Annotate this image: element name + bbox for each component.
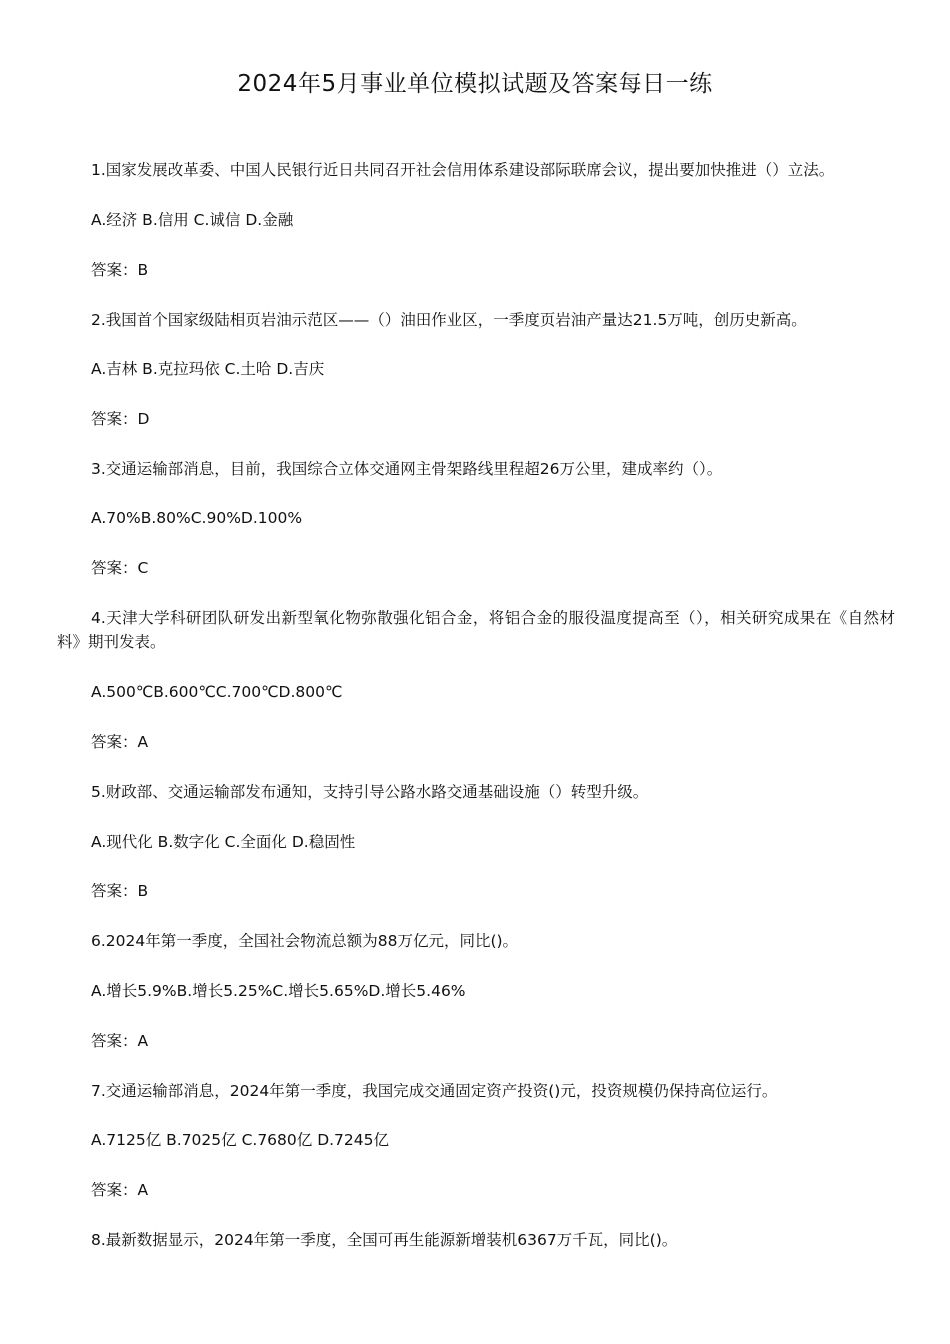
question-5-answer: 答案：B: [91, 882, 149, 900]
question-2-options: A.吉林 B.克拉玛依 C.土哈 D.吉庆: [91, 360, 325, 378]
question-3-answer: 答案：C: [91, 559, 149, 577]
question-3-options: A.70%B.80%C.90%D.100%: [91, 509, 303, 527]
page-title: 2024年5月事业单位模拟试题及答案每日一练: [237, 71, 713, 97]
question-6-answer: 答案：A: [91, 1032, 149, 1050]
question-2: 2.我国首个国家级陆相页岩油示范区——（）油田作业区，一季度页岩油产量达21.5万吨，创历史新高。: [91, 311, 807, 329]
question-6: 6.2024年第一季度，全国社会物流总额为88万亿元，同比()。: [91, 932, 519, 950]
question-5-options: A.现代化 B.数字化 C.全面化 D.稳固性: [91, 833, 356, 851]
question-2-answer: 答案：D: [91, 410, 150, 428]
question-4: 4.天津大学科研团队研发出新型氧化物弥散强化铝合金，将铝合金的服役温度提高至（），相关研究成果在《自然材料》期刊发表。: [57, 609, 895, 651]
question-8: 8.最新数据显示，2024年第一季度，全国可再生能源新增装机6367万千瓦，同比()。: [91, 1231, 678, 1249]
question-5: 5.财政部、交通运输部发布通知，支持引导公路水路交通基础设施（）转型升级。: [91, 783, 649, 801]
question-1-answer: 答案：B: [91, 261, 149, 279]
question-4-options: A.500℃B.600℃C.700℃D.800℃: [91, 683, 343, 701]
question-7-options: A.7125亿 B.7025亿 C.7680亿 D.7245亿: [91, 1131, 389, 1149]
question-7-answer: 答案：A: [91, 1181, 149, 1199]
question-1-options: A.经济 B.信用 C.诚信 D.金融: [91, 211, 294, 229]
question-4-answer: 答案：A: [91, 733, 149, 751]
question-3: 3.交通运输部消息，目前，我国综合立体交通网主骨架路线里程超26万公里，建成率约（）。: [91, 460, 723, 478]
question-6-options: A.增长5.9%B.增长5.25%C.增长5.65%D.增长5.46%: [91, 982, 466, 1000]
question-1: 1.国家发展改革委、中国人民银行近日共同召开社会信用体系建设部际联席会议，提出要加快推进（）立法。: [91, 161, 835, 179]
question-7: 7.交通运输部消息，2024年第一季度，我国完成交通固定资产投资()元，投资规模仍保持高位运行。: [91, 1082, 778, 1100]
